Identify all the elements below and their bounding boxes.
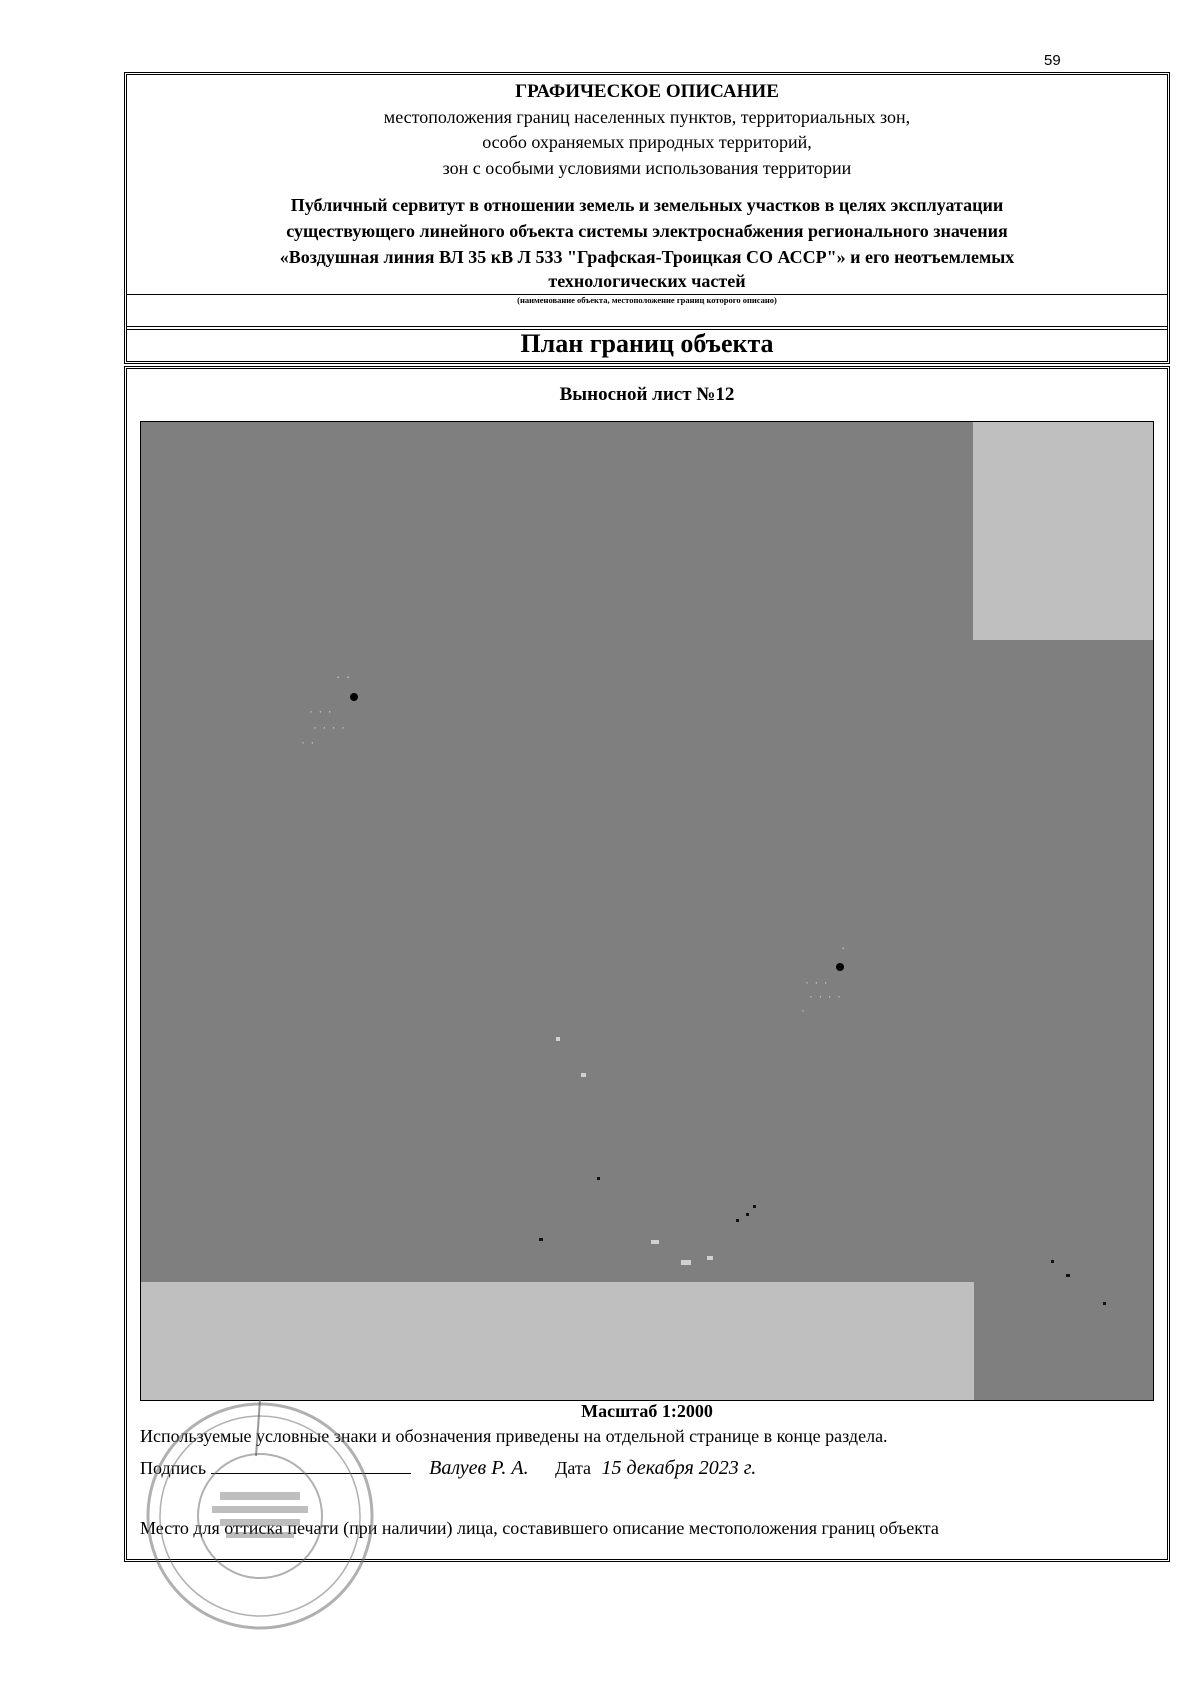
subtitle-line-1: местоположения границ населенных пунктов, территориальных зон, — [383, 107, 911, 127]
boundary-point — [836, 963, 844, 971]
date-value: 15 декабря 2023 г. — [601, 1457, 757, 1479]
map-speck — [597, 1177, 600, 1180]
plan-title: План границ объекта — [520, 329, 774, 358]
scale-label: Масштаб 1:2000 — [581, 1401, 713, 1421]
map-light-area-bottom — [141, 1282, 974, 1400]
date-label: Дата — [555, 1458, 592, 1478]
point-label-faint: · · · — [309, 704, 333, 718]
map-speck — [746, 1213, 749, 1216]
stamp-place-note: Место для оттиска печати (при наличии) лица, составившего описание местоположения границ объекта — [140, 1518, 939, 1538]
map-light-area-top-right — [973, 422, 1153, 640]
sheet-title: Выносной лист №12 — [559, 384, 735, 405]
object-caption: (наименование объекта, местоположение границ которого описано) — [517, 295, 777, 305]
object-line-2: существующего линейного объекта системы электроснабжения регионального значения — [286, 221, 1008, 241]
signer-name: Валуев Р. А. — [429, 1457, 529, 1479]
object-line-1: Публичный сервитут в отношении земель и земельных участков в целях эксплуатации — [290, 195, 1004, 215]
point-label-faint: · · — [336, 669, 352, 684]
point-label-faint: · · · · — [313, 720, 346, 734]
object-line-3: «Воздушная линия ВЛ 35 кВ Л 533 "Графская-Троицкая СО АССР"» и его неотъемлемых — [279, 247, 1015, 267]
page-number: 59 — [1044, 52, 1061, 69]
document-title: ГРАФИЧЕСКОЕ ОПИСАНИЕ — [515, 81, 779, 102]
subtitle-line-3: зон с особыми условиями использования территории — [442, 158, 852, 178]
map-speck — [1103, 1302, 1106, 1305]
legend-note: Используемые условные знаки и обозначения приведены на отдельной странице в конце раздела. — [140, 1426, 888, 1446]
map-speck — [736, 1219, 739, 1222]
object-line-4: технологических частей — [548, 271, 746, 291]
map-speck-light — [651, 1240, 659, 1244]
map-speck-light — [681, 1260, 691, 1265]
map-speck — [753, 1205, 756, 1208]
point-label-faint: · — [841, 940, 847, 955]
subtitle-line-2: особо охраняемых природных территорий, — [482, 132, 812, 152]
seal-stamp — [140, 1396, 380, 1636]
map-speck — [1066, 1274, 1070, 1277]
map-speck — [1051, 1260, 1054, 1263]
boundary-map — [140, 421, 1154, 1401]
map-speck — [539, 1238, 543, 1241]
point-label-faint: · · · · — [809, 989, 842, 1003]
point-label-faint: · · — [301, 735, 316, 749]
point-label-faint: · — [801, 1003, 806, 1017]
signature-label: Подпись — [140, 1458, 207, 1478]
header-divider-2 — [127, 326, 1167, 327]
point-label-faint: · · · — [805, 975, 829, 989]
boundary-point — [350, 693, 358, 701]
map-speck-light — [581, 1073, 586, 1077]
header-frame — [124, 72, 1170, 364]
map-speck-light — [556, 1037, 560, 1041]
map-speck-light — [707, 1256, 713, 1260]
